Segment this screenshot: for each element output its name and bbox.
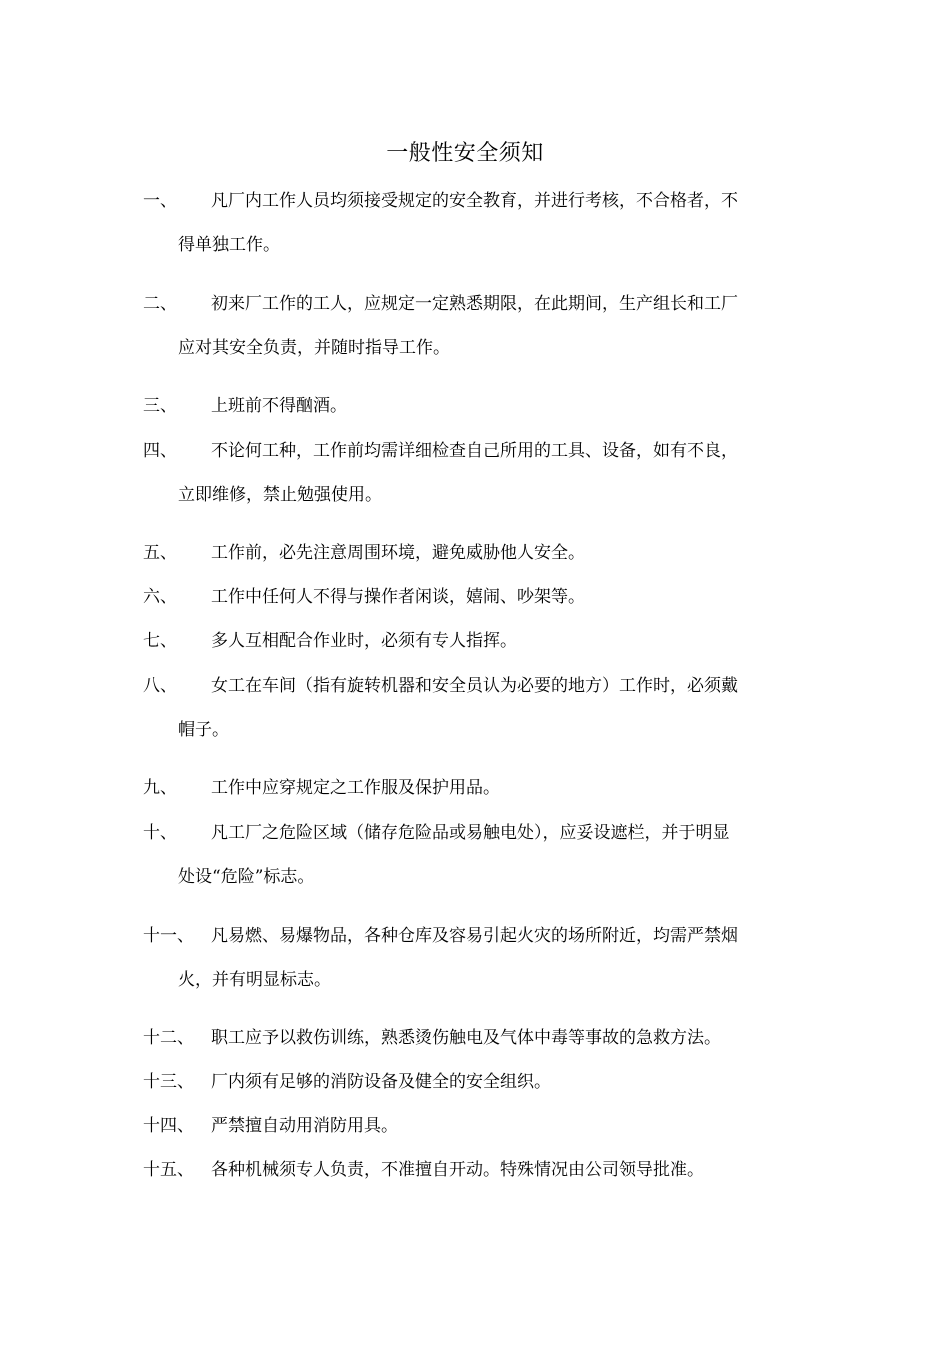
list-item	[143, 774, 773, 803]
item-text: 工作中任何人不得与操作者闲谈，嬉闹、吵架等。	[211, 587, 585, 607]
item-text	[178, 914, 773, 1002]
item-text-line: 初来厂工作的工人，应规定一定熟悉期限，在此期间，生产组长和工厂	[211, 294, 738, 314]
item-text-line: 女工在车间（指有旋转机器和安全员认为必要的地方）工作时，必须戴	[211, 676, 738, 696]
item-text-line: 凡厂内工作人员均须接受规定的安全教育，并进行考核，不合格者，不	[211, 191, 738, 211]
list-item	[143, 539, 773, 568]
item-text-line: 不论何工种，工作前均需详细检查自己所用的工具、设备，如有不良，	[211, 441, 738, 461]
item-number: 六、	[143, 587, 177, 607]
item-text-continuation: 火，并有明显标志。	[178, 970, 331, 990]
item-number: 十一、	[143, 926, 194, 946]
item-text-continuation: 得单独工作。	[178, 235, 280, 255]
list-item	[143, 627, 773, 656]
item-number: 八、	[143, 676, 177, 696]
item-text-continuation: 应对其安全负责，并随时指导工作。	[178, 338, 450, 358]
item-number: 二、	[143, 294, 177, 314]
item-text-line: 凡易燃、易爆物品，各种仓库及容易引起火灾的场所附近，均需严禁烟	[211, 926, 738, 946]
list-item	[143, 583, 773, 612]
list-item	[143, 179, 773, 267]
item-text: 厂内须有足够的消防设备及健全的安全组织。	[211, 1072, 551, 1092]
item-number: 十二、	[143, 1028, 194, 1048]
list-item	[143, 1068, 773, 1097]
item-text	[178, 664, 773, 752]
item-text: 职工应予以救伤训练，熟悉烫伤触电及气体中毒等事故的急救方法。	[211, 1028, 721, 1048]
item-number: 十、	[143, 823, 177, 843]
list-item	[143, 1024, 773, 1053]
list-item	[143, 1112, 773, 1141]
item-number: 十四、	[143, 1116, 194, 1136]
list-item	[143, 914, 773, 1002]
item-text	[178, 429, 773, 517]
document-title: 一般性安全须知	[386, 141, 544, 166]
item-text	[178, 282, 773, 370]
item-number: 一、	[143, 191, 177, 211]
item-text-continuation: 帽子。	[178, 720, 229, 740]
item-text-continuation: 立即维修，禁止勉强使用。	[178, 485, 382, 505]
rules-list	[143, 186, 773, 1200]
list-item	[143, 1156, 773, 1185]
item-text: 工作前，必先注意周围环境，避免威胁他人安全。	[211, 543, 585, 563]
item-text: 上班前不得酗酒。	[211, 396, 347, 416]
item-text	[178, 811, 773, 899]
item-text: 各种机械须专人负责，不准擅自开动。特殊情况由公司领导批准。	[211, 1160, 704, 1180]
list-item	[143, 282, 773, 370]
item-number: 十三、	[143, 1072, 194, 1092]
list-item	[143, 664, 773, 752]
item-number: 十五、	[143, 1160, 194, 1180]
item-number: 五、	[143, 543, 177, 563]
item-text-line: 凡工厂之危险区域（储存危险品或易触电处），应妥设遮栏，并于明显	[211, 823, 730, 843]
item-text-continuation: 处设“危险”标志。	[178, 867, 315, 887]
item-number: 四、	[143, 441, 177, 461]
list-item	[143, 429, 773, 517]
item-text: 多人互相配合作业时，必须有专人指挥。	[211, 631, 517, 651]
item-number: 七、	[143, 631, 177, 651]
item-text: 工作中应穿规定之工作服及保护用品。	[211, 778, 500, 798]
item-text	[178, 179, 773, 267]
item-number: 三、	[143, 396, 177, 416]
list-item	[143, 392, 773, 421]
list-item	[143, 811, 773, 899]
item-text: 严禁擅自动用消防用具。	[211, 1116, 398, 1136]
item-number: 九、	[143, 778, 177, 798]
